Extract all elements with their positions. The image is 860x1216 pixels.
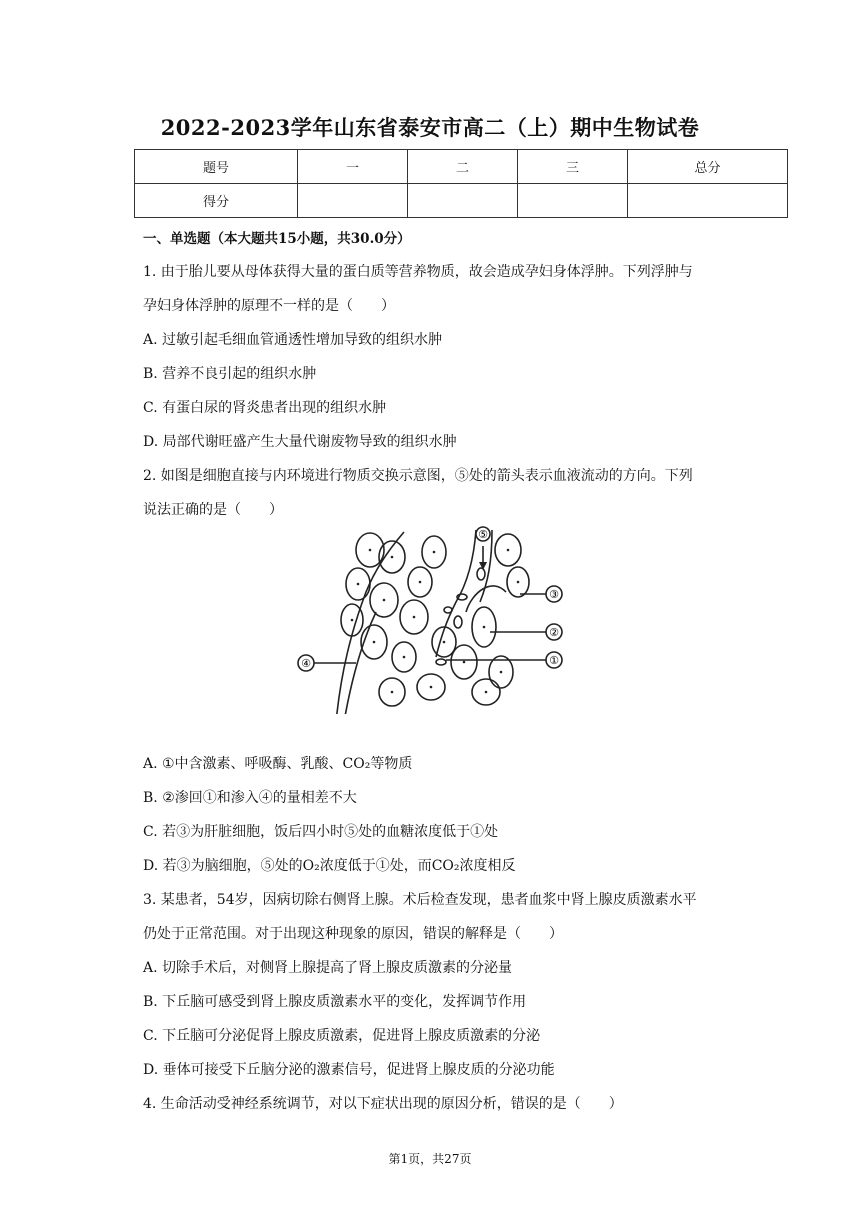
exam-title: 2022-2023学年山东省泰安市高二（上）期中生物试卷 — [160, 115, 700, 140]
header-cell: 题号 — [135, 150, 298, 184]
score-row-label: 得分 — [135, 184, 298, 218]
page-footer: 第1页，共27页 — [388, 1152, 472, 1166]
question-line: 2. 如图是细胞直接与内环境进行物质交换示意图，⑤处的箭头表示血液流动的方向。下列 — [143, 468, 693, 484]
option-line: B. ②渗回①和渗入④的量相差不大 — [143, 790, 357, 806]
diagram-label: ③ — [549, 588, 559, 601]
score-cell — [408, 184, 518, 218]
diagram-label: ⑤ — [478, 528, 488, 541]
score-header-row — [135, 150, 788, 184]
option-line: C. 下丘脑可分泌促肾上腺皮质激素，促进肾上腺皮质激素的分泌 — [143, 1028, 541, 1044]
option-line: B. 下丘脑可感受到肾上腺皮质激素水平的变化，发挥调节作用 — [143, 994, 527, 1010]
header-cell: 二 — [408, 150, 518, 184]
header-cell: 三 — [518, 150, 628, 184]
option-line: C. 有蛋白尿的肾炎患者出现的组织水肿 — [143, 400, 387, 416]
question-line: 仍处于正常范围。对于出现这种现象的原因，错误的解释是（ ） — [143, 926, 563, 942]
score-cell — [628, 184, 788, 218]
question-line: 4. 生命活动受神经系统调节，对以下症状出现的原因分析，错误的是（ ） — [143, 1096, 623, 1112]
option-line: D. 局部代谢旺盛产生大量代谢废物导致的组织水肿 — [143, 434, 457, 450]
header-cell: 总分 — [628, 150, 788, 184]
question-line: 1. 由于胎儿要从母体获得大量的蛋白质等营养物质，故会造成孕妇身体浮肿。下列浮肿与 — [143, 264, 693, 280]
diagram-label: ② — [549, 626, 559, 639]
score-row — [135, 184, 788, 218]
diagram-label: ① — [549, 654, 559, 667]
score-cell — [518, 184, 628, 218]
option-line: B. 营养不良引起的组织水肿 — [143, 366, 317, 382]
score-cell — [298, 184, 408, 218]
cell-exchange-diagram — [296, 522, 572, 714]
score-table — [134, 149, 788, 218]
question-line: 3. 某患者，54岁，因病切除右侧肾上腺。术后检查发现，患者血浆中肾上腺皮质激素水平 — [143, 892, 697, 908]
diagram-label: ④ — [301, 657, 311, 670]
question-line: 孕妇身体浮肿的原理不一样的是（ ） — [143, 298, 395, 314]
option-line: C. 若③为肝脏细胞，饭后四小时⑤处的血糖浓度低于①处 — [143, 824, 499, 840]
section-heading: 一、单选题（本大题共15小题，共30.0分） — [143, 231, 411, 247]
option-line: D. 若③为脑细胞，⑤处的O₂浓度低于①处，而CO₂浓度相反 — [143, 858, 516, 874]
question-line: 说法正确的是（ ） — [143, 502, 283, 518]
option-line: A. 切除手术后，对侧肾上腺提高了肾上腺皮质激素的分泌量 — [143, 960, 513, 976]
option-line: A. ①中含激素、呼吸酶、乳酸、CO₂等物质 — [143, 756, 413, 772]
option-line: D. 垂体可接受下丘脑分泌的激素信号，促进肾上腺皮质的分泌功能 — [143, 1062, 555, 1078]
header-cell: 一 — [298, 150, 408, 184]
option-line: A. 过敏引起毛细血管通透性增加导致的组织水肿 — [143, 332, 443, 348]
